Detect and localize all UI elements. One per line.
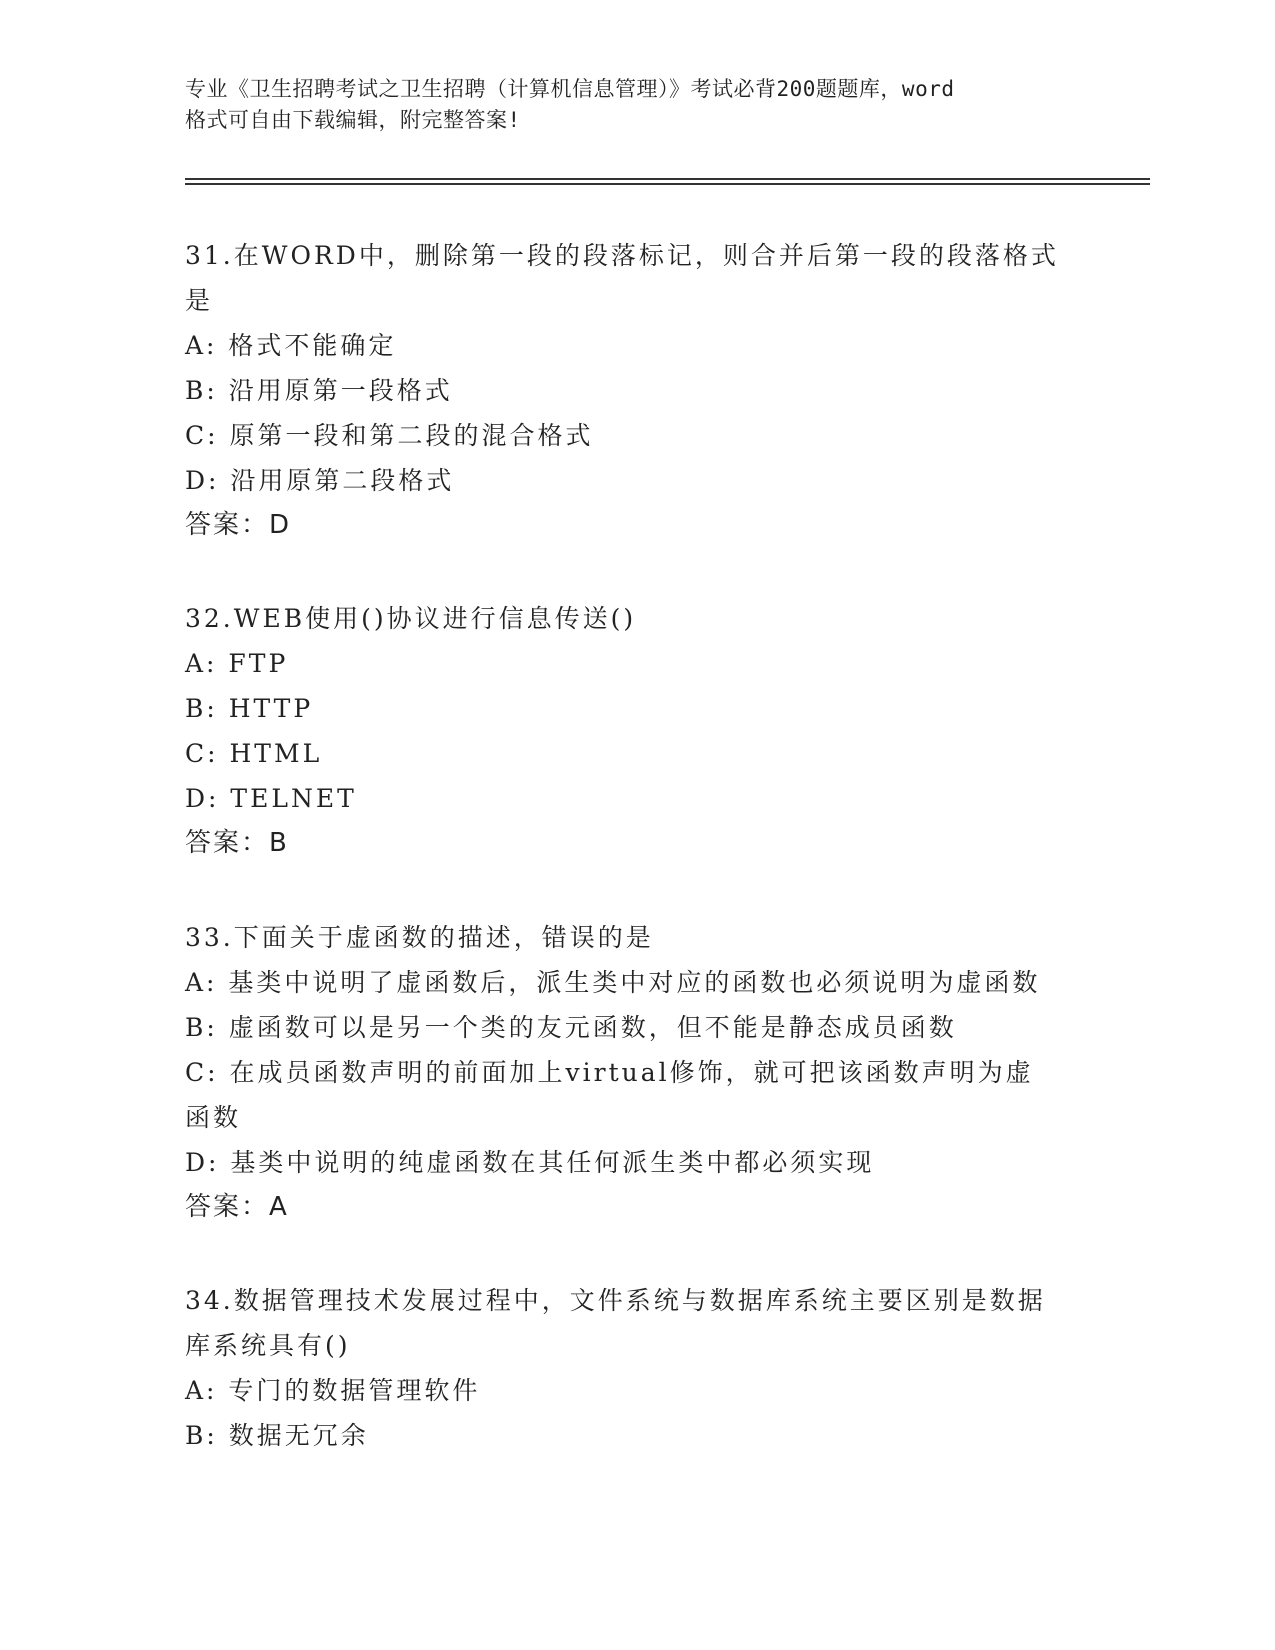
question-stem-continued: 是 <box>185 286 214 315</box>
question-stem: 34.数据管理技术发展过程中，文件系统与数据库系统主要区别是数据 <box>185 1286 1046 1315</box>
option-b: B: 虚函数可以是另一个类的友元函数，但不能是静态成员函数 <box>185 1013 957 1042</box>
question-32 <box>185 596 1085 866</box>
option-d: D: TELNET <box>185 784 357 813</box>
option-b: B: 沿用原第一段格式 <box>185 376 453 405</box>
option-c: C: 原第一段和第二段的混合格式 <box>185 421 594 450</box>
option-d: D: 基类中说明的纯虚函数在其任何派生类中都必须实现 <box>185 1148 875 1177</box>
answer-label: 答案：A <box>185 1192 289 1222</box>
question-33 <box>185 915 1085 1230</box>
header-divider-top <box>185 178 1150 180</box>
question-stem-continued: 库系统具有() <box>185 1331 351 1360</box>
option-b: B: HTTP <box>185 694 314 723</box>
question-stem: 31.在WORD中，删除第一段的段落标记，则合并后第一段的段落格式 <box>185 241 1059 270</box>
header-line-2: 格式可自由下载编辑，附完整答案! <box>185 108 521 132</box>
header-divider-bottom <box>185 183 1150 185</box>
option-a: A: 格式不能确定 <box>185 331 397 360</box>
option-a: A: 专门的数据管理软件 <box>185 1376 481 1405</box>
question-34 <box>185 1278 1085 1458</box>
option-a: A: FTP <box>185 649 289 678</box>
header-line-1: 专业《卫生招聘考试之卫生招聘（计算机信息管理）》考试必背200题题库，word <box>185 77 955 101</box>
question-stem: 32.WEB使用()协议进行信息传送() <box>185 604 637 633</box>
question-stem: 33.下面关于虚函数的描述，错误的是 <box>185 923 654 952</box>
answer-label: 答案：B <box>185 828 289 858</box>
option-b: B: 数据无冗余 <box>185 1421 369 1450</box>
option-d: D: 沿用原第二段格式 <box>185 466 455 495</box>
option-c: C: 在成员函数声明的前面加上virtual修饰，就可把该函数声明为虚 <box>185 1058 1034 1087</box>
option-c: C: HTML <box>185 739 323 768</box>
answer-label: 答案：D <box>185 510 292 540</box>
document-header <box>185 74 1085 136</box>
option-c-continued: 函数 <box>185 1103 242 1132</box>
question-31 <box>185 233 1085 548</box>
option-a: A: 基类中说明了虚函数后，派生类中对应的函数也必须说明为虚函数 <box>185 968 1041 997</box>
